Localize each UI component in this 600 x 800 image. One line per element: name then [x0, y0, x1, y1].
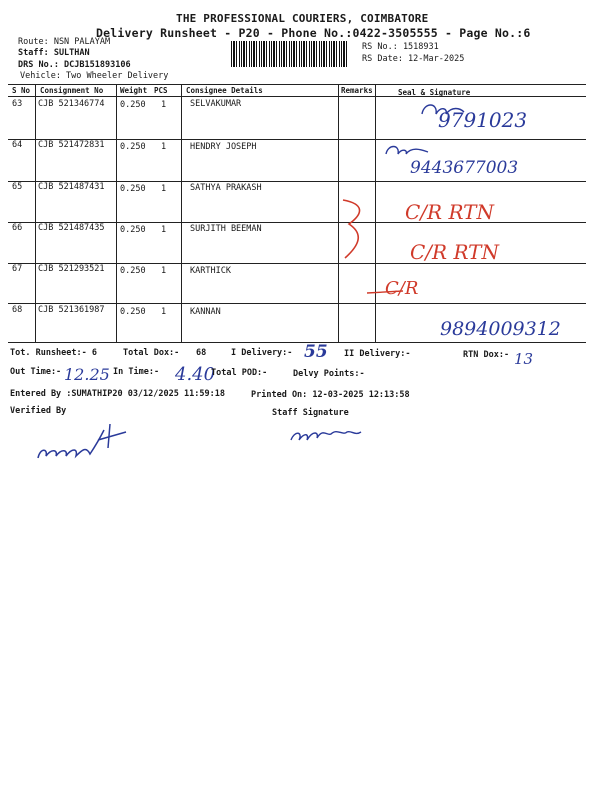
row67-red-line — [365, 283, 405, 303]
row-consignment: CJB 521472831 — [38, 140, 105, 150]
row-handwriting: C/R RTN — [405, 200, 495, 224]
out-time-hand: 12.25 — [64, 365, 110, 384]
row-sno: 65 — [12, 182, 23, 192]
row-consignee: HENDRY JOSEPH — [190, 142, 257, 152]
row-handwriting: 9443677003 — [410, 158, 519, 178]
staff-signature — [287, 422, 367, 448]
table-top-line — [8, 84, 586, 85]
row-consignment: CJB 521293521 — [38, 264, 105, 274]
staff: Staff: SULTHAN — [18, 48, 90, 58]
col-divider — [116, 84, 117, 342]
table-bottom-line — [8, 342, 586, 343]
row-weight: 0.250 — [120, 266, 146, 276]
verifier-signature — [34, 418, 134, 466]
staff-signature-label: Staff Signature — [272, 408, 349, 418]
table-header-line — [8, 96, 586, 97]
row-sno: 68 — [12, 305, 23, 315]
total-dox-value: 68 — [196, 348, 207, 358]
row-divider — [8, 303, 586, 304]
i-delivery-label: I Delivery:- — [231, 348, 293, 358]
row-handwriting: C/R RTN — [410, 240, 500, 264]
row-handwriting: 9894009312 — [440, 318, 561, 340]
remarks-brace-mark — [335, 196, 375, 266]
col-weight: Weight — [120, 86, 148, 95]
row-pcs: 1 — [161, 100, 167, 110]
col-divider — [35, 84, 36, 342]
row-consignment: CJB 521487431 — [38, 182, 105, 192]
row64-seal-scribble — [382, 140, 432, 164]
row-sno: 66 — [12, 223, 23, 233]
row-consignee: SURJITH BEEMAN — [190, 224, 262, 234]
row-pcs: 1 — [161, 142, 167, 152]
rs-date: RS Date: 12-Mar-2025 — [362, 54, 465, 64]
row-weight: 0.250 — [120, 225, 146, 235]
in-time-hand: 4.40 — [175, 364, 216, 385]
rtn-dox-hand: 13 — [514, 350, 534, 368]
col-sno: S No — [12, 86, 31, 95]
in-time-label: In Time:- — [113, 367, 160, 377]
col-seal: Seal & Signature — [398, 88, 471, 97]
col-consignee: Consignee Details — [186, 86, 263, 95]
row-handwriting: C/R — [385, 278, 419, 299]
col-divider — [181, 84, 182, 342]
row-handwriting: 9791023 — [438, 108, 528, 132]
printed-on: Printed On: 12-03-2025 12:13:58 — [251, 390, 410, 400]
row-pcs: 1 — [161, 266, 167, 276]
row-pcs: 1 — [161, 184, 167, 194]
drs-no: DRS No.: DCJB151893106 — [18, 60, 131, 70]
row-sno: 64 — [12, 140, 23, 150]
row-weight: 0.250 — [120, 307, 146, 317]
row-sno: 63 — [12, 99, 23, 109]
rtn-dox-label: RTN Dox:- — [463, 350, 510, 360]
row-consignee: KANNAN — [190, 307, 221, 317]
out-time-label: Out Time:- — [10, 367, 62, 377]
entered-by: Entered By :SUMATHIP20 03/12/2025 11:59:18 — [10, 389, 225, 399]
row-consignee: SATHYA PRAKASH — [190, 183, 262, 193]
i-delivery-hand: 55 — [304, 342, 328, 362]
runsheet-title: Delivery Runsheet - P20 - Phone No.:0422-3505555 - Page No.:6 — [96, 26, 531, 40]
ii-delivery-label: II Delivery:- — [344, 349, 411, 359]
rs-no: RS No.: 1518931 — [362, 42, 439, 52]
total-pod-label: Total POD:- — [211, 368, 268, 378]
row-pcs: 1 — [161, 307, 167, 317]
vehicle: Vehicle: Two Wheeler Delivery — [20, 71, 169, 81]
row-consignee: SELVAKUMAR — [190, 99, 242, 109]
tot-runsheet: Tot. Runsheet:- 6 — [10, 348, 97, 358]
row-sno: 67 — [12, 264, 23, 274]
verified-by-label: Verified By — [10, 406, 67, 416]
barcode — [231, 41, 349, 67]
row-weight: 0.250 — [120, 100, 146, 110]
row-consignment: CJB 521361987 — [38, 305, 105, 315]
row-weight: 0.250 — [120, 184, 146, 194]
row-pcs: 1 — [161, 225, 167, 235]
col-consignment: Consignment No — [40, 86, 104, 95]
row63-seal-scribble — [418, 96, 468, 126]
col-divider — [375, 84, 376, 342]
row-consignment: CJB 521346774 — [38, 99, 105, 109]
col-remarks: Remarks — [341, 86, 373, 95]
col-pcs: PCS — [154, 86, 168, 95]
route: Route: NSN PALAYAM — [18, 37, 111, 47]
row-consignment: CJB 521487435 — [38, 223, 105, 233]
row-weight: 0.250 — [120, 142, 146, 152]
row-consignee: KARTHICK — [190, 266, 231, 276]
delvy-points-label: Delvy Points:- — [293, 369, 365, 379]
total-dox-label: Total Dox:- — [123, 348, 180, 358]
company-title: THE PROFESSIONAL COURIERS, COIMBATORE — [176, 12, 429, 25]
